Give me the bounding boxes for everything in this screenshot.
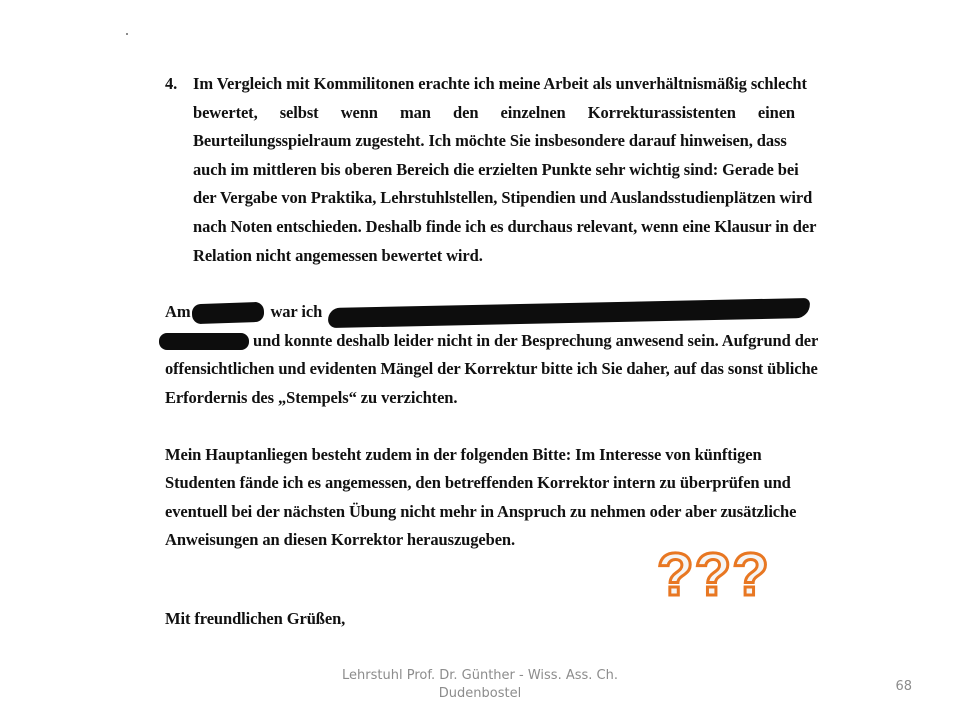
paragraph-request xyxy=(165,441,795,555)
paragraph-line: eventuell bei der nächsten Übung nicht mehr in Anspruch zu nehmen oder aber zusätzliche xyxy=(165,501,797,521)
paragraph-line xyxy=(165,327,819,356)
paragraph-line xyxy=(165,298,795,327)
slide-number: 68 xyxy=(895,679,912,694)
text-am: Am xyxy=(165,302,191,322)
question-marks-annotation: ??? xyxy=(657,541,770,608)
paragraph-line: Mein Hauptanliegen besteht zudem in der folgenden Bitte: Im Interesse von künftigen xyxy=(165,444,762,464)
footer-line: Lehrstuhl Prof. Dr. Günther - Wiss. Ass. Ch. xyxy=(342,668,618,683)
item-line: Im Vergleich mit Kommilitonen erachte ich meine Arbeit als unverhältnismäßig schlecht xyxy=(193,74,807,93)
item-number: 4. xyxy=(165,74,178,93)
item-line: auch im mittleren bis oberen Bereich die erzielten Punkte sehr wichtig sind: Gerade bei xyxy=(193,159,799,179)
item-line: Relation nicht angemessen bewertet wird. xyxy=(193,245,483,265)
paragraph-line: Erfordernis des „Stempels“ zu verzichten. xyxy=(165,387,458,407)
item-line: der Vergabe von Praktika, Lehrstuhlstellen, Stipendien und Auslandsstudienplätzen wird xyxy=(193,188,813,208)
closing-salutation: Mit freundlichen Grüßen, xyxy=(165,608,346,628)
item-line: bewertet, selbst wenn man den einzelnen Korrekturassistenten einen xyxy=(193,102,795,122)
text-line: und konnte deshalb leider nicht in der Besprechung anwesend sein. Aufgrund der xyxy=(253,330,819,350)
item-line: nach Noten entschieden. Deshalb finde ich es durchaus relevant, wenn eine Klausur in der xyxy=(193,216,817,236)
redaction-mark xyxy=(159,333,249,350)
paragraph-absence xyxy=(165,298,819,412)
redaction-mark xyxy=(192,302,265,325)
redaction-mark xyxy=(328,298,810,328)
text-war-ich: war ich xyxy=(270,302,323,322)
numbered-item-4 xyxy=(165,70,817,270)
footer-text xyxy=(330,667,630,703)
scan-speck xyxy=(126,33,128,35)
item-line: Beurteilungsspielraum zugesteht. Ich möchte Sie insbesondere darauf hinweisen, dass xyxy=(193,131,787,151)
paragraph-line: offensichtlichen und evidenten Mängel der Korrektur bitte ich Sie daher, auf das sonst übliche xyxy=(165,359,818,379)
paragraph-line: Anweisungen an diesen Korrektor herauszugeben. xyxy=(165,530,516,550)
paragraph-line: Studenten fände ich es angemessen, den betreffenden Korrektor intern zu überprüfen und xyxy=(165,473,791,493)
footer-line: Dudenbostel xyxy=(438,686,522,701)
